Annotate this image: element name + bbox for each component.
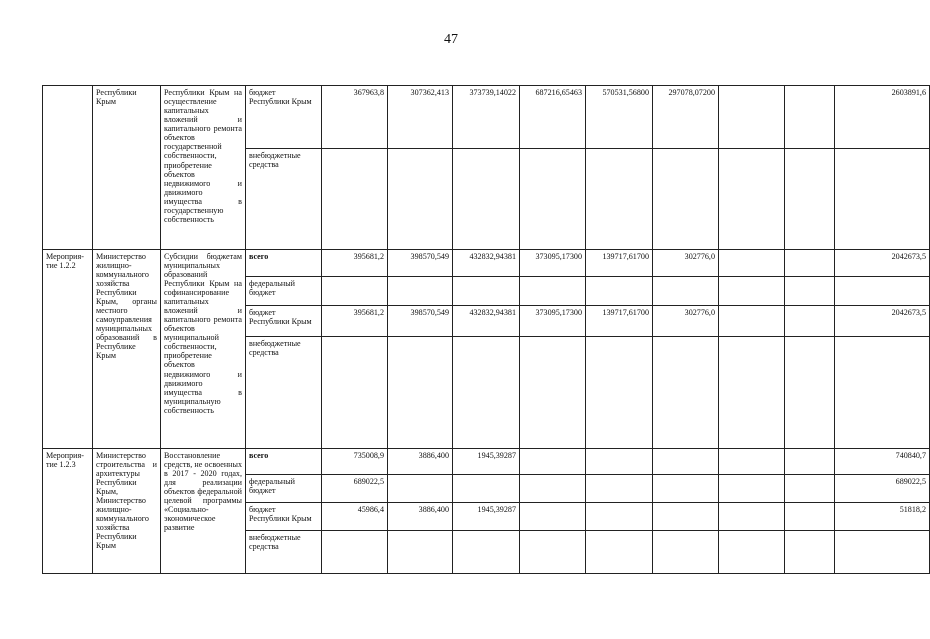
value-cell xyxy=(785,306,835,337)
value-cell xyxy=(719,148,785,249)
value-cell xyxy=(785,276,835,305)
description-cell: Республики Крым на осуществление капитальных вложений и капитального ремонта объектов государственной собственности, приобретение объектов недвижимого и движимого имущества в государственную собственность xyxy=(161,86,246,250)
value-cell xyxy=(453,148,520,249)
value-cell: 307362,413 xyxy=(388,86,453,149)
table-row xyxy=(43,448,930,474)
page-number: 47 xyxy=(444,32,458,47)
value-cell xyxy=(719,249,785,276)
value-cell xyxy=(719,306,785,337)
value-cell: 687216,65463 xyxy=(520,86,586,149)
total-value-cell: 689022,5 xyxy=(835,474,930,502)
table-row xyxy=(43,249,930,276)
funding-source-cell: всего xyxy=(246,249,322,276)
value-cell xyxy=(586,531,653,574)
value-cell: 373095,17300 xyxy=(520,306,586,337)
value-cell xyxy=(520,474,586,502)
value-cell xyxy=(785,474,835,502)
value-cell xyxy=(453,531,520,574)
description-cell: Субсидии бюджетам муниципальных образований Республики Крым на софинансирование капитальных вложений и капитального ремонта объектов муниципальной собственности, приобретение объектов недвижимого и движимого имущества в муниципальную собственность xyxy=(161,249,246,448)
value-cell xyxy=(388,148,453,249)
funding-source-cell: бюджет Республики Крым xyxy=(246,503,322,531)
value-cell xyxy=(719,86,785,149)
value-cell xyxy=(520,148,586,249)
executor-cell: Министерство строительства и архитектуры Республики Крым, Министерство жилищно-коммунального хозяйства Республики Крым xyxy=(93,448,161,573)
value-cell xyxy=(653,148,719,249)
value-cell xyxy=(322,337,388,449)
value-cell: 373739,14022 xyxy=(453,86,520,149)
value-cell xyxy=(586,474,653,502)
total-value-cell xyxy=(835,337,930,449)
value-cell xyxy=(586,148,653,249)
total-value-cell xyxy=(835,148,930,249)
value-cell: 139717,61700 xyxy=(586,249,653,276)
value-cell: 395681,2 xyxy=(322,306,388,337)
value-cell xyxy=(785,148,835,249)
value-cell xyxy=(785,249,835,276)
value-cell xyxy=(785,337,835,449)
value-cell xyxy=(653,448,719,474)
value-cell: 570531,56800 xyxy=(586,86,653,149)
funding-source-cell: внебюджетные средства xyxy=(246,148,322,249)
value-cell xyxy=(388,531,453,574)
value-cell xyxy=(322,148,388,249)
value-cell xyxy=(785,503,835,531)
value-cell xyxy=(653,474,719,502)
value-cell xyxy=(653,276,719,305)
value-cell xyxy=(388,474,453,502)
funding-source-cell: внебюджетные средства xyxy=(246,531,322,574)
value-cell xyxy=(719,531,785,574)
total-value-cell xyxy=(835,276,930,305)
value-cell xyxy=(520,337,586,449)
value-cell xyxy=(653,337,719,449)
total-value-cell: 740840,7 xyxy=(835,448,930,474)
value-cell: 1945,39287 xyxy=(453,503,520,531)
value-cell xyxy=(719,337,785,449)
executor-cell: Республики Крым xyxy=(93,86,161,250)
value-cell: 3886,400 xyxy=(388,448,453,474)
value-cell: 735008,9 xyxy=(322,448,388,474)
funding-source-cell: всего xyxy=(246,448,322,474)
funding-source-cell: федеральный бюджет xyxy=(246,474,322,502)
value-cell xyxy=(520,276,586,305)
value-cell xyxy=(586,503,653,531)
value-cell: 395681,2 xyxy=(322,249,388,276)
funding-source-cell: федеральный бюджет xyxy=(246,276,322,305)
value-cell xyxy=(719,474,785,502)
value-cell xyxy=(785,531,835,574)
value-cell xyxy=(653,531,719,574)
value-cell: 398570,549 xyxy=(388,306,453,337)
value-cell: 432832,94381 xyxy=(453,249,520,276)
value-cell: 297078,07200 xyxy=(653,86,719,149)
value-cell xyxy=(719,448,785,474)
total-value-cell xyxy=(835,531,930,574)
value-cell: 373095,17300 xyxy=(520,249,586,276)
value-cell xyxy=(388,337,453,449)
value-cell xyxy=(586,276,653,305)
value-cell xyxy=(453,276,520,305)
funding-source-cell: внебюджетные средства xyxy=(246,337,322,449)
value-cell: 302776,0 xyxy=(653,306,719,337)
value-cell: 302776,0 xyxy=(653,249,719,276)
description-cell: Восстановление средств, не освоенных в 2017 - 2020 годах, для реализации объектов федеральной целевой программы «Социально-экономическое развитие xyxy=(161,448,246,573)
table-row xyxy=(43,86,930,149)
value-cell xyxy=(653,503,719,531)
value-cell xyxy=(388,276,453,305)
value-cell xyxy=(520,448,586,474)
executor-cell: Министерство жилищно-коммунального хозяйства Республики Крым, органы местного самоуправления муниципальных образований в Республике Крым xyxy=(93,249,161,448)
measure-cell: Мероприя-тие 1.2.2 xyxy=(43,249,93,448)
total-value-cell: 2042673,5 xyxy=(835,249,930,276)
total-value-cell: 2603891,6 xyxy=(835,86,930,149)
value-cell xyxy=(719,503,785,531)
value-cell xyxy=(719,276,785,305)
value-cell xyxy=(586,337,653,449)
funding-source-cell: бюджет Республики Крым xyxy=(246,306,322,337)
value-cell xyxy=(586,448,653,474)
value-cell: 367963,8 xyxy=(322,86,388,149)
value-cell: 3886,400 xyxy=(388,503,453,531)
value-cell: 432832,94381 xyxy=(453,306,520,337)
value-cell: 45986,4 xyxy=(322,503,388,531)
value-cell xyxy=(322,531,388,574)
value-cell xyxy=(322,276,388,305)
measure-cell xyxy=(43,86,93,250)
funding-source-cell: бюджет Республики Крым xyxy=(246,86,322,149)
value-cell xyxy=(785,448,835,474)
measure-cell: Мероприя-тие 1.2.3 xyxy=(43,448,93,573)
value-cell: 1945,39287 xyxy=(453,448,520,474)
budget-table xyxy=(42,85,930,574)
value-cell: 139717,61700 xyxy=(586,306,653,337)
total-value-cell: 2042673,5 xyxy=(835,306,930,337)
value-cell xyxy=(785,86,835,149)
value-cell xyxy=(453,337,520,449)
value-cell xyxy=(520,531,586,574)
value-cell: 398570,549 xyxy=(388,249,453,276)
value-cell xyxy=(453,474,520,502)
total-value-cell: 51818,2 xyxy=(835,503,930,531)
value-cell: 689022,5 xyxy=(322,474,388,502)
value-cell xyxy=(520,503,586,531)
